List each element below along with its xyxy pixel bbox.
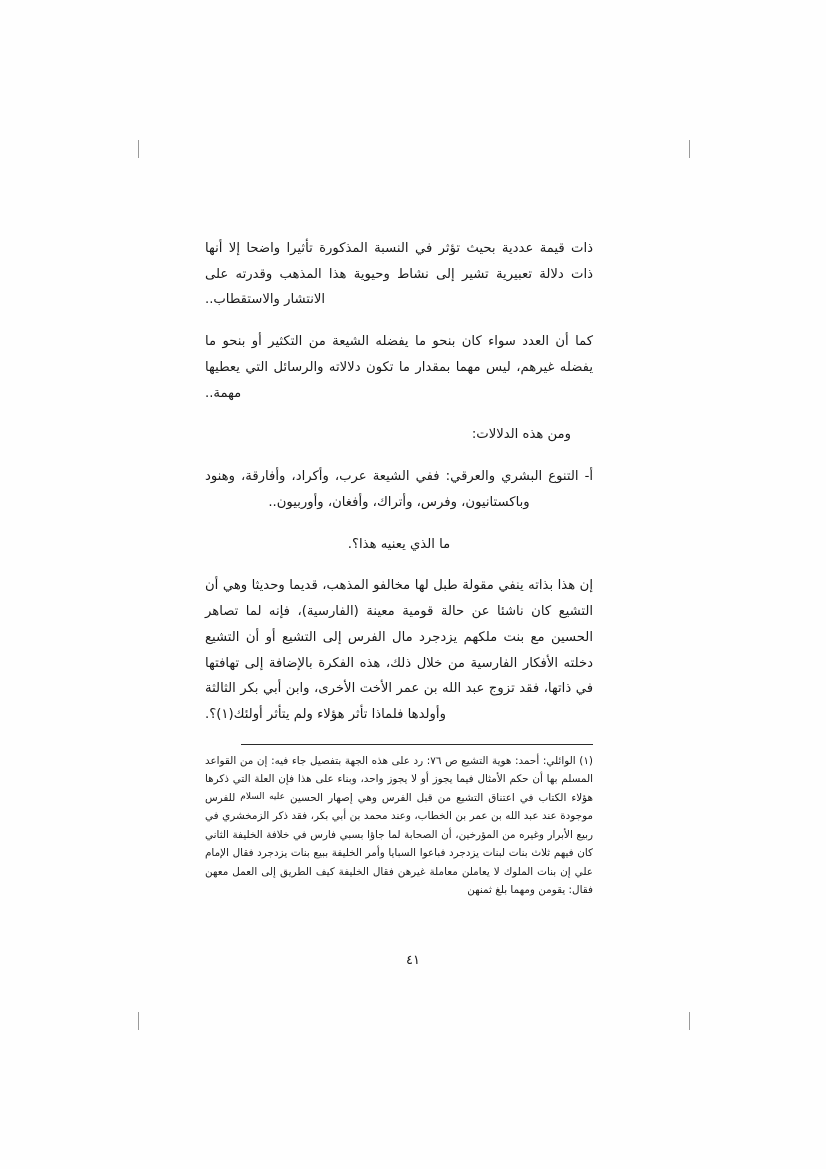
footnote-divider [241,744,593,745]
paragraph-2: كما أن العدد سواء كان بنحو ما يفضله الشيعة من التكثير أو بنحو ما يفضله غيرهم، ليس مهما بمقدار ما تكون دلالاته والرسائل التي يعطيها مهمة.. [205,334,593,401]
footnote-text-after: للفرس موجودة عند عبد الله بن عمر بن الخطاب، وعند محمد بن أبي بكر، فقد ذكر الزمخشري في ربيع الأبرار وغيره من المؤرخين، أن الصحابة لما جاؤا بسبي فارس في خلافة الخليفة الثاني كان فيهم ثلاث بنات لبنات يزدجرد فباعوا السبايا وأمر الخليفة ببيع بنات يزدجرد فقال الإمام علي إن بنات الملوك لا يعاملن معاملة غيرهن فقال الخليفة كيف الطريق إلى العمل معهن فقال: يقومن ومهما بلغ ثمنهن [205,791,593,897]
footnote-marker: (١) [579,754,593,767]
paragraph-6: إن هذا بذاته ينفي مقولة طبل لها مخالفو المذهب، قديما وحديثا وهي أن التشيع كان ناشئا عن حالة قومية معينة (الفارسية)، فإنه لما تصاهر الحسين مع بنت ملكهم يزدجرد مال الفرس إلى التشيع أو أن التشيع دخلته الأفكار الفارسية من خلال ذلك، هذه الفكرة بالإضافة إلى تهافتها في ذاتها، فقد تزوج عبد الله بن عمر الأخت الأخرى، وابن أبي بكر الثالثة وأولدها فلماذا تأثر هؤلاء ولم يتأثر أولئك(١)؟. [205,578,593,723]
paragraph-1: ذات قيمة عددية بحيث تؤثر في النسبة المذكورة تأثيرا واضحا إلا أنها ذات دلالة تعبيرية تشير إلى نشاط وحيوية هذا المذهب وقدرته على الانتشار والاستقطاب.. [205,241,593,308]
crop-mark-bottom-right [689,1012,690,1030]
crop-mark-top-left [138,140,139,158]
crop-mark-bottom-left [138,1012,139,1030]
paragraph-3: ومن هذه الدلالات: [471,427,571,443]
page-content [205,236,593,900]
crop-mark-top-right [689,140,690,158]
honorific-symbol-icon: عليه السلام [240,791,285,802]
page-number: ٤١ [406,953,420,968]
paragraph-4: أ- التنوع البشري والعرقي: ففي الشيعة عرب، وأكراد، وأفارقة، وهنود وباكستانيون، وفرس، وأتراك، وأفغان، وأوربيون.. [205,469,593,510]
footnote-text-before: الوائلي: أحمد: هوية التشيع ص ٧٦: رد على هذه الجهة بتفصيل جاء فيه: إن من القواعد المسلم بها أن حكم الأمثال فيما يجوز أو لا يجوز واحد، وبناء على هذا فإن العلة التي ذكرها هؤلاء الكتاب في اعتناق التشيع من قبل الفرس وهي إصهار الحسين [205,754,593,804]
footnote [205,752,593,900]
paragraph-5: ما الذي يعنيه هذا؟. [347,536,451,552]
